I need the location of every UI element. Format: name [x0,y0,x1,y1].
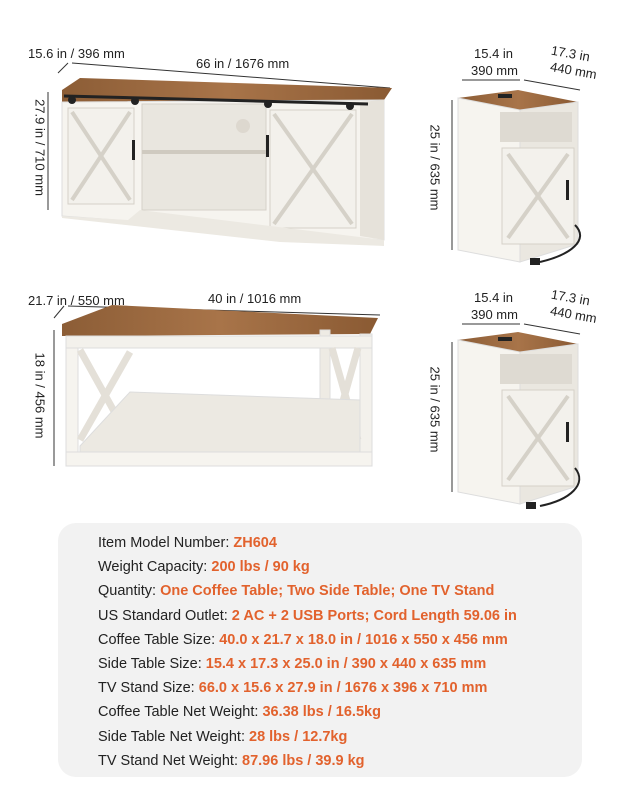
spec-value: 66.0 x 15.6 x 27.9 in / 1676 x 396 x 710 mm [198,680,488,697]
spec-row [98,628,517,652]
side-bottom-width-in: 15.4 in [474,290,514,305]
side-bottom-width-mm: 390 mm [471,307,518,322]
tv-width-label: 66 in / 1676 mm [196,56,290,71]
spec-label: US Standard Outlet: [98,607,232,624]
spec-value: One Coffee Table; Two Side Table; One TV Stand [160,583,495,600]
spec-row [98,676,517,700]
spec-row [98,652,517,676]
tv-height-label: 27.9 in / 710 mm [32,99,48,196]
side-top-depth-in: 17.3 in [549,42,592,65]
spec-value: 36.38 lbs / 16.5kg [262,704,381,721]
spec-row [98,579,517,603]
side-bottom-height-label: 25 in / 635 mm [427,366,443,453]
spec-row [98,725,517,749]
side-table-top [452,80,580,265]
spec-value: 200 lbs / 90 kg [211,559,310,576]
side-top-width-in: 15.4 in [474,46,514,61]
coffee-width-label: 40 in / 1016 mm [208,291,302,306]
spec-row [98,749,517,773]
spec-row [98,604,517,628]
coffee-depth-label: 21.7 in / 550 mm [28,293,125,308]
spec-label: Item Model Number: [98,535,234,551]
spec-label: Quantity: [98,583,161,600]
spec-row [98,555,517,579]
coffee-height-label: 18 in / 456 mm [32,352,48,439]
spec-value: 28 lbs / 12.7kg [249,728,348,745]
spec-label: Side Table Net Weight: [98,728,249,745]
side-top-depth-mm: 440 mm [549,59,598,82]
spec-panel [58,523,582,777]
spec-label: TV Stand Net Weight: [98,752,242,769]
spec-list [98,531,517,773]
tv-stand [48,63,392,246]
spec-label: Coffee Table Size: [98,631,220,648]
side-top-width-mm: 390 mm [471,63,518,78]
side-table-bottom [452,324,580,509]
spec-row [98,531,517,555]
spec-value: 2 AC + 2 USB Ports; Cord Length 59.06 in [231,607,517,624]
spec-value: ZH604 [233,535,277,551]
side-bottom-depth-in: 17.3 in [549,286,592,309]
spec-label: TV Stand Size: [98,680,199,697]
spec-value: 87.96 lbs / 39.9 kg [242,752,365,769]
tv-depth-label: 15.6 in / 396 mm [28,46,125,61]
coffee-table [54,305,380,466]
spec-value: 15.4 x 17.3 x 25.0 in / 390 x 440 x 635 mm [205,656,487,673]
spec-row [98,700,517,724]
spec-label: Coffee Table Net Weight: [98,704,263,721]
side-bottom-depth-mm: 440 mm [549,303,598,326]
spec-value: 40.0 x 21.7 x 18.0 in / 1016 x 550 x 456 mm [219,631,508,648]
spec-label: Side Table Size: [98,656,206,673]
side-top-height-label: 25 in / 635 mm [427,124,443,211]
spec-label: Weight Capacity: [98,559,212,576]
